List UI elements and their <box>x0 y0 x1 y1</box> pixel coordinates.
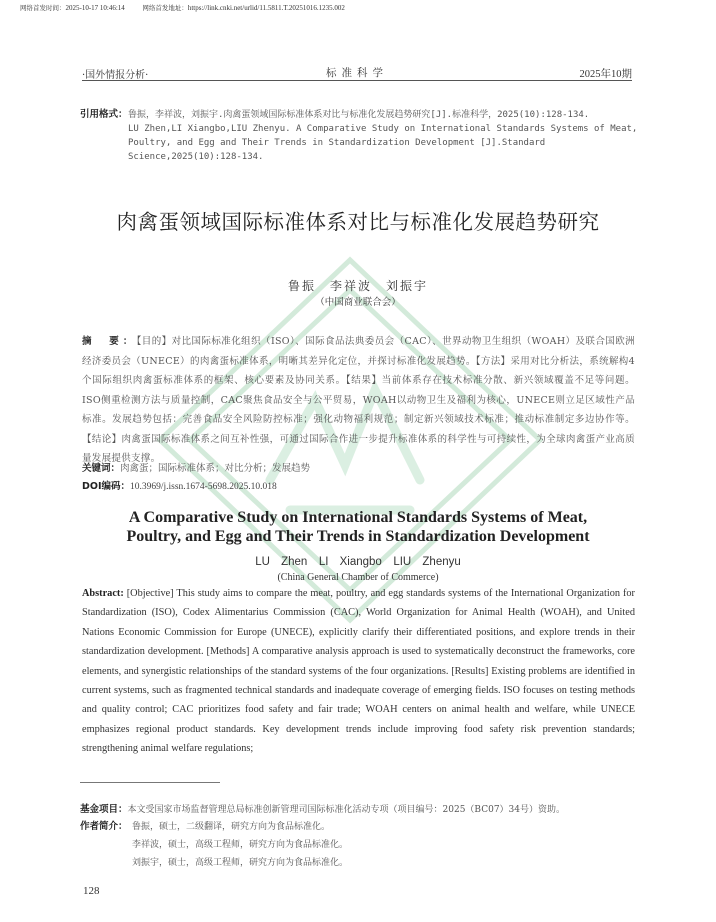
citation-block <box>80 108 640 164</box>
abstract-en-label: Abstract: <box>82 588 124 599</box>
abstract-cn <box>82 332 635 469</box>
keywords-label: 关键词： <box>82 463 121 474</box>
online-publication-meta <box>20 3 345 12</box>
journal-name: 标准科学 <box>326 67 388 79</box>
authors-cn: 鲁振 李祥波 刘振宇 <box>287 279 428 293</box>
publish-time-label: 网络首发时间： <box>20 4 66 12</box>
issue-label: 2025年10期 <box>579 69 632 80</box>
paper-title-en <box>0 508 716 546</box>
publish-url-label: 网络首发地址： <box>142 4 188 12</box>
fund-text: 本文受国家市场监督管理总局标准创新管理司国际标准化活动专项（项目编号：2025（BC07）34号）资助。 <box>127 805 565 815</box>
keywords-text: 肉禽蛋；国际标准体系；对比分析；发展趋势 <box>120 463 311 474</box>
publish-time-value: 2025-10-17 10:46:14 <box>65 4 125 12</box>
bio-item: 鲁振，硕士，二级翻译，研究方向为食品标准化。 <box>132 822 331 832</box>
page-number: 128 <box>83 885 100 897</box>
section-label: ·国外情报分析· <box>82 70 149 81</box>
publish-url-link[interactable]: https://link.cnki.net/urlid/11.5811.T.20251016.1235.002 <box>187 4 345 12</box>
fund-note <box>80 801 640 819</box>
citation-cn: 鲁振，李祥波，刘振宇.肉禽蛋领域国际标准体系对比与标准化发展趋势研究[J].标准科学，2025(10):128-134. <box>128 110 590 120</box>
bio-label: 作者简介： <box>80 821 128 832</box>
affiliation-cn: （中国商业联合会） <box>315 297 401 308</box>
running-head <box>82 64 632 81</box>
doi-label: DOI编码： <box>82 481 130 492</box>
bio-item: 刘振宇，硕士，高级工程师，研究方向为食品标准化。 <box>132 858 349 868</box>
keywords <box>82 460 310 474</box>
fund-label: 基金项目： <box>80 804 128 815</box>
doi <box>82 478 277 492</box>
abstract-cn-label: 摘 要： <box>82 336 137 347</box>
title-en-line2: Poultry, and Egg and Their Trends in Standardization Development <box>126 528 590 545</box>
abstract-en <box>82 584 635 759</box>
affiliation-en: (China General Chamber of Commerce) <box>277 572 439 583</box>
bio-item: 李祥波，硕士，高级工程师，研究方向为食品标准化。 <box>132 840 349 850</box>
footnote-divider <box>80 782 220 783</box>
abstract-en-text: [Objective] This study aims to compare the meat, poultry, and egg standards systems of the International Organization for Standardization (ISO), Codex Alimentarius Commission (CAC), World Organization for Animal Health (WOAH), and United Nations Economic Commission for Europe (UNECE), explicitly clarify their differentiated positions, and explore trends in their standardization development. [Methods] A comparative analysis approach is used to systematically deconstruct the frameworks, core elements, and synergistic relationships of the standard systems of the four organizations. [Results] Existing problems are identified in current systems, such as fragmented technical standards and inadequate coverage of emerging fields. ISO focuses on testing methods and quality control; CAC prioritizes food safety and fair trade; WOAH centers on animal health and welfare, while UNECE emphasizes regional product standards. Key development trends include improving food safety risk prevention standards; strengthening animal welfare regulations; <box>82 588 635 755</box>
citation-en: LU Zhen,LI Xiangbo,LIU Zhenyu. A Comparative Study on International Standards Systems of Meat, Poultry, and Egg and Their Trends in Standardization Development [J].Standard Science,2025(10):128-134. <box>128 124 638 162</box>
abstract-cn-text: 【目的】对比国际标准化组织（ISO）、国际食品法典委员会（CAC）、世界动物卫生组织（WOAH）及联合国欧洲经济委员会（UNECE）的肉禽蛋标准体系，明晰其差异化定位，并探讨标准化发展趋势。【方法】采用对比分析法，系统解构4个国际组织肉禽蛋标准体系的框架、核心要素及协同关系。【结果】当前体系存在技术标准分散、新兴领域覆盖不足等问题。ISO侧重检测方法与质量控制，CAC聚焦食品安全与公平贸易，WOAH以动物卫生及福利为核心，UNECE则立足区域性产品标准。发展趋势包括：完善食品安全风险防控标准；强化动物福利规范；制定新兴领域技术标准；推动标准制定多边协作等。【结论】肉禽蛋国际标准体系之间互补性强，可通过国际合作进一步提升标准体系的科学性与可持续性，为全球肉禽蛋产业高质量发展提供支撑。 <box>82 336 635 464</box>
citation-label: 引用格式： <box>80 109 128 120</box>
paper-title-cn: 肉禽蛋领域国际标准体系对比与标准化发展趋势研究 <box>116 210 600 234</box>
doi-value[interactable]: 10.3969/j.issn.1674-5698.2025.10.018 <box>130 482 277 492</box>
authors-en: LU Zhen LI Xiangbo LIU Zhenyu <box>255 556 461 568</box>
author-bios <box>80 818 640 872</box>
title-en-line1: A Comparative Study on International Standards Systems of Meat, <box>128 509 588 526</box>
